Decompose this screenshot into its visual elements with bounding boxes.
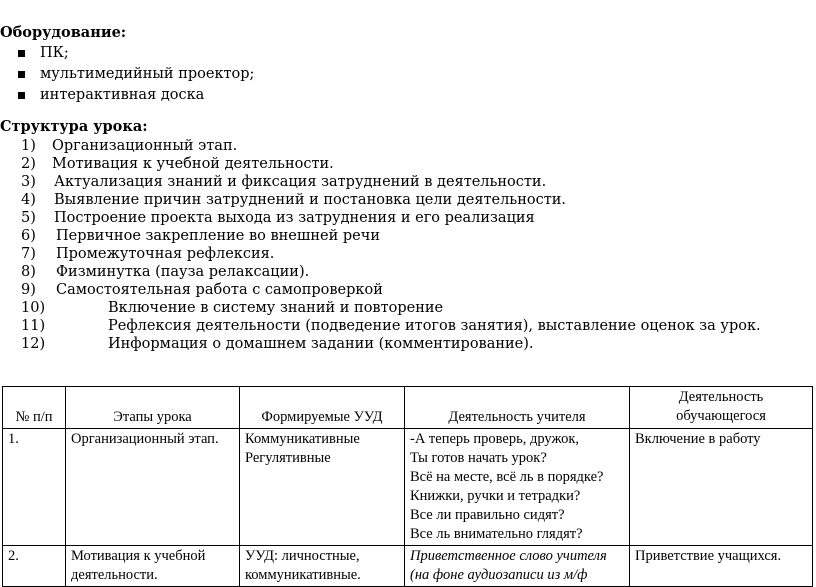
cell-uud: Коммуникативные Регулятивные — [240, 429, 405, 546]
list-item: ПК; — [18, 43, 254, 64]
cell-teacher: -А теперь проверь, дружок, Ты готов начать урок? Всё на месте, всё ль в порядке? Книжки, ручки и тетрадки? Все ли правильно сидят? Все ль внимательно глядят? — [405, 429, 630, 546]
header-teacher: Деятельность учителя — [405, 387, 630, 429]
structure-title: Структура урока: — [0, 118, 148, 135]
cell-student: Приветствие учащихся. — [630, 546, 813, 587]
table-row — [3, 429, 813, 546]
cell-student: Включение в работу — [630, 429, 813, 546]
header-student: Деятельность обучающегося — [630, 387, 813, 429]
cell-stage: Организационный этап. — [66, 429, 240, 546]
cell-number: 2. — [3, 546, 66, 587]
table-header-row — [3, 387, 813, 429]
equipment-title: Оборудование: — [0, 24, 127, 41]
table-row — [3, 546, 813, 587]
list-item: мультимедийный проектор; — [18, 64, 254, 85]
cell-teacher: Приветственное слово учителя (на фоне аудиозаписи из м/ф — [405, 546, 630, 587]
list-item: интерактивная доска — [18, 85, 254, 106]
header-number: № п/п — [3, 387, 66, 429]
cell-number: 1. — [3, 429, 66, 546]
square-bullet-icon — [18, 50, 25, 57]
square-bullet-icon — [18, 92, 25, 99]
square-bullet-icon — [18, 71, 25, 78]
header-stage: Этапы урока — [66, 387, 240, 429]
cell-uud: УУД: личностные, коммуникативные. — [240, 546, 405, 587]
lesson-table — [2, 386, 813, 587]
cell-stage: Мотивация к учебной деятельности. — [66, 546, 240, 587]
equipment-list — [18, 43, 254, 106]
header-uud: Формируемые УУД — [240, 387, 405, 429]
